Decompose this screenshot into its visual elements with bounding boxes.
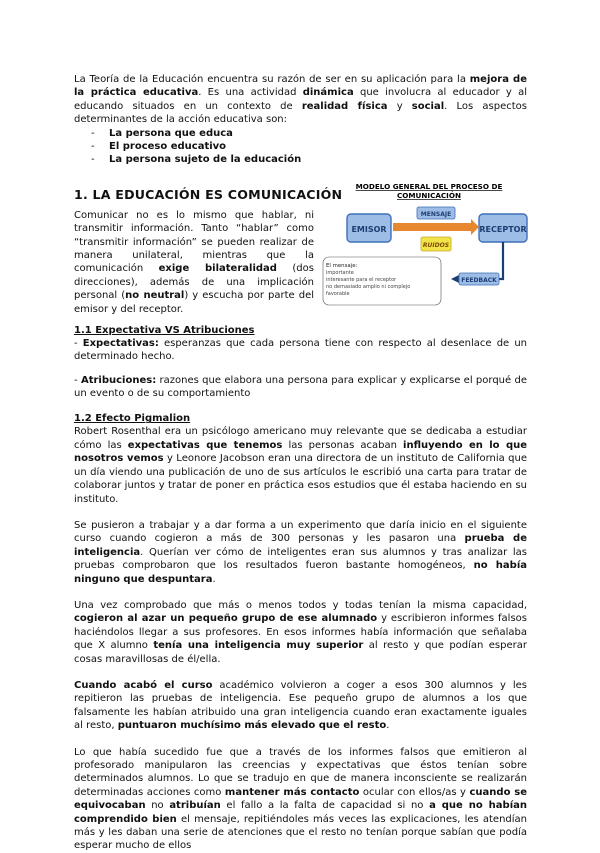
message-arrow — [393, 223, 471, 231]
feedback-label: FEEDBACK — [461, 276, 497, 284]
note-line: no demasiado amplio ni complejo — [326, 283, 411, 290]
aspects-list — [74, 127, 527, 167]
emisor-label: EMISOR — [351, 224, 387, 234]
document-page — [74, 73, 527, 853]
pigmalion-paragraph-4: Cuando acabó el curso académico volvieron a coger a esos 300 alumnos y les repitieron las pruebas de inteligencia. Ese pequeño grupo de alumnos a los que falsamente les habían atribuido una gran inteligencia cuando eran exactamente iguales al resto, puntuaron muchísimo más elevado que el resto. — [74, 679, 527, 732]
expectations-definition: - Expectativas: esperanzas que cada persona tiene con respecto al desenlace de un determinado hecho. — [74, 337, 527, 363]
subsection-heading: 1.2 Efecto Pigmalion — [74, 413, 191, 425]
note-line: importante — [326, 269, 354, 276]
attributions-definition: - Atribuciones: razones que elabora una persona para explicar y explicarse el porqué de un evento o de su comportamiento — [74, 374, 528, 400]
list-item: - La persona que educa — [91, 127, 527, 140]
ruidos-label: RUIDOS — [422, 241, 450, 249]
section-heading: 1. LA EDUCACIÓN ES COMUNICACIÓN — [74, 186, 343, 202]
subsection-heading: 1.1 Expectativa VS Atribuciones — [74, 324, 255, 336]
message-arrow-head — [471, 219, 479, 235]
communication-model-diagram — [321, 179, 531, 309]
diagram-title: COMUNICACIÓN — [397, 190, 461, 200]
pigmalion-paragraph-2: Se pusieron a trabajar y a dar forma a un experimento que daría inicio en el siguiente curso cuando cogieron a más de 300 personas y les pasaron una prueba de inteligencia. Querían ver cómo de inteligentes eran sus alumnos y tras analizar las pruebas comprobaron que los resultados fueron bastante homogéneos, no había ninguno que despuntara. — [74, 519, 528, 585]
pigmalion-paragraph-1: Robert Rosenthal era un psicólogo americano muy relevante que se dedicaba a estudiar cómo las expectativas que tenemos las personas acaban influyendo en lo que nosotros vemos y Leonore Jacobson eran una directora de un instituto de California que un día viendo una publicación de uno de sus artículos le escribió una carta para tratar de colaborar juntos y tratar de poner en práctica esos estudios que él estaba haciendo en su instituto. — [74, 426, 528, 505]
pigmalion-paragraph-5: Lo que había sucedido fue que a través de los informes falsos que emitieron al profesorado manipularon las creencias y expectativas que éstos tenían sobre determinados alumnos. Lo que se tradujo en que de manera inconsciente se realizarán determinadas acciones como mantener más contacto ocular con ellos/as y cuando se equivocaban no atribuían el fallo a la falta de capacidad si no a que no habían comprendido bien el mensaje, repitiéndoles más veces las explicaciones, les atendían más y les daban una serie de atenciones que el resto no tenían porque sabían que podía esperar mucho de ellos — [74, 746, 528, 852]
note-line: favorable — [326, 290, 350, 297]
mensaje-label: MENSAJE — [420, 210, 452, 218]
diagram-title: MODELO GENERAL DEL PROCESO DE — [355, 181, 503, 191]
list-item: - La persona sujeto de la educación — [91, 153, 527, 166]
note-line: interesante para el receptor — [326, 276, 397, 283]
list-item: - El proceso educativo — [91, 140, 527, 153]
receptor-label: RECEPTOR — [479, 224, 527, 234]
pigmalion-paragraph-3: Una vez comprobado que más o menos todos y todas tenían la misma capacidad, cogieron al azar un pequeño grupo de ese alumnado y escribieron informes falsos haciéndolos llegar a sus profesores. En esos informes había información que señalaba que X alumno tenía una inteligencia muy superior al resto y que podían esperar cosas maravillosas de él/ella. — [74, 599, 527, 665]
intro-paragraph: La Teoría de la Educación encuentra su razón de ser en su aplicación para la mejora de la práctica educativa. Es una actividad dinámica que involucra al educador y al educando situados en un contexto de realidad física y social. Los aspectos determinantes de la acción educativa son: — [74, 74, 528, 126]
note-title: El mensaje: — [326, 262, 358, 269]
communication-paragraph: Comunicar no es lo mismo que hablar, ni transmitir información. Tanto “hablar” como “transmitir información” se pueden realizar de manera unilateral, mientras que la comunicación exige bilateralidad (dos direcciones), además de una implicación personal (no neutral) y escucha por parte del emisor y del receptor. — [74, 209, 315, 315]
feedback-arrow-head — [451, 275, 459, 283]
